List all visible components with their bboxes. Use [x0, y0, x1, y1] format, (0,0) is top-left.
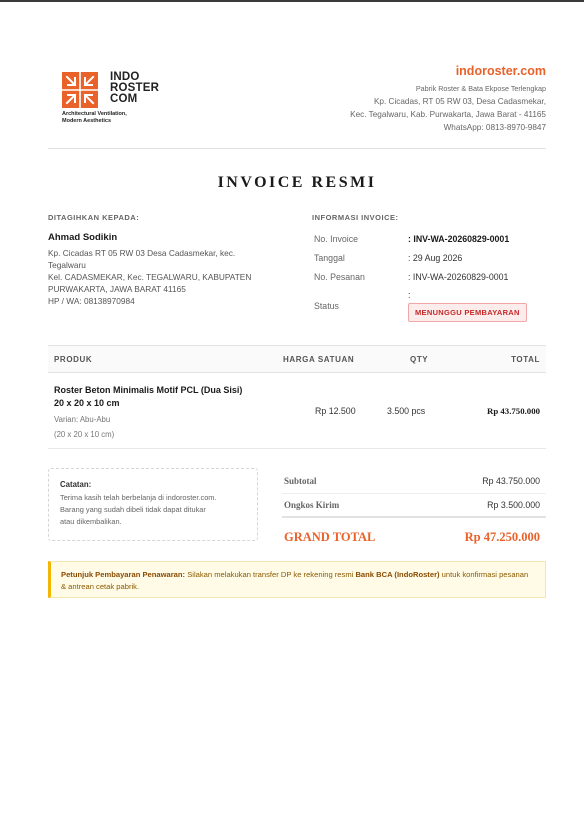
info-row-date [314, 251, 546, 270]
invoice-header [48, 64, 546, 134]
totals-block [282, 470, 546, 518]
grand-total-divider [282, 516, 546, 518]
logo-wordmark [110, 72, 159, 105]
logo-arrows-icon [62, 72, 98, 108]
document-title: INVOICE RESMI [217, 174, 377, 191]
logo-tagline [62, 111, 127, 124]
company-name: indoroster.com [455, 64, 546, 78]
customer-name: Ahmad Sodikin [48, 232, 118, 243]
bill-to-block [48, 232, 298, 307]
logo-line-1: INDO [110, 71, 140, 83]
order-number: : INV-WA-20260829-0001 [408, 272, 509, 282]
table-header [48, 345, 546, 373]
company-address-1: Kp. Cicadas, RT 05 RW 03, Desa Cadasmekar, [373, 97, 546, 106]
customer-address-1: Kp. Cicadas RT 05 RW 03 Desa Cadasmekar, kec. [48, 248, 236, 258]
company-whatsapp: WhatsApp: 0813-8970-9847 [443, 123, 546, 132]
info-row-order-no [314, 270, 546, 289]
subtotal-value: Rp 43.750.000 [482, 476, 540, 486]
company-address-2: Kec. Tegalwaru, Kab. Purwakarta, Jawa Barat - 41165 [350, 110, 546, 119]
grand-total-label: GRAND TOTAL [284, 530, 376, 544]
customer-phone: HP / WA: 08138970984 [48, 296, 135, 306]
col-total: TOTAL [511, 355, 540, 364]
product-dimension: (20 x 20 x 10 cm) [54, 430, 115, 439]
company-logo [62, 72, 192, 132]
quantity: 3.500 pcs [387, 406, 426, 416]
customer-address-4: PURWAKARTA, JAWA BARAT 41165 [48, 284, 186, 294]
invoice-number: : INV-WA-20260829-0001 [408, 234, 510, 244]
invoice-info-block [314, 232, 546, 317]
logo-tagline-1: Architectural Ventilation, [62, 111, 127, 117]
notes-line-3: atau dikembalikan. [60, 517, 122, 526]
logo-tagline-2: Modern Aesthetics [62, 117, 112, 124]
header-divider [48, 148, 546, 149]
info-key: Tanggal [314, 253, 345, 263]
payment-notice-heading: Petunjuk Pembayaran Penawaran: [61, 570, 186, 579]
logo-line-2: ROSTER [110, 82, 160, 94]
logo-line-3: COM [110, 93, 138, 105]
table-row [48, 373, 546, 449]
subtotal-label: Subtotal [284, 476, 317, 486]
invoice-info-label: INFORMASI INVOICE: [312, 213, 399, 222]
invoice-date: : 29 Aug 2026 [408, 253, 463, 263]
company-tagline: Pabrik Roster & Bata Ekpose Terlengkap [415, 84, 546, 93]
top-border [0, 0, 584, 2]
payment-notice-bank: Bank BCA (IndoRoster) [355, 570, 440, 579]
grand-total-value: Rp 47.250.000 [464, 530, 540, 544]
product-name: Roster Beton Minimalis Motif PCL (Dua Sisi) [54, 385, 243, 395]
shipping-value: Rp 3.500.000 [487, 500, 540, 510]
shipping-row [282, 494, 546, 518]
notes-title: Catatan: [60, 480, 92, 489]
payment-notice-text-1: Silakan melakukan transfer DP ke rekening resmi [185, 570, 356, 579]
notes-box [48, 468, 258, 541]
bill-to-label: DITAGIHKAN KEPADA: [48, 213, 140, 222]
line-total: Rp 43.750.000 [486, 406, 540, 416]
status-badge: MENUNGGU PEMBAYARAN [408, 303, 527, 322]
customer-address-3: Kel. CADASMEKAR, Kec. TEGALWARU, KABUPATEN [48, 272, 252, 282]
col-qty: QTY [410, 355, 429, 364]
subtotal-row [282, 470, 546, 494]
info-key: Status [314, 301, 339, 311]
product-name-block [54, 384, 284, 410]
payment-notice [48, 561, 546, 598]
notes-line-1: Terima kasih telah berbelanja di indoroster.com. [60, 493, 217, 502]
payment-notice-text-2: untuk konfirmasi pesanan & antrean cetak pabrik. [61, 570, 529, 591]
col-product: PRODUK [54, 355, 93, 364]
product-variant: Varian: Abu-Abu [54, 415, 111, 424]
info-key: No. Pesanan [314, 272, 365, 282]
status-colon: : [408, 290, 411, 300]
notes-line-2: Barang yang sudah dibeli tidak dapat ditukar [60, 505, 206, 514]
shipping-label: Ongkos Kirim [284, 500, 340, 510]
company-info [350, 64, 546, 134]
product-size: 20 x 20 x 10 cm [54, 398, 120, 408]
col-unit-price: HARGA SATUAN [283, 355, 355, 364]
customer-address-2: Tegalwaru [48, 260, 86, 270]
info-row-invoice-no [314, 232, 546, 251]
info-key: No. Invoice [314, 234, 359, 244]
unit-price: Rp 12.500 [315, 406, 356, 416]
